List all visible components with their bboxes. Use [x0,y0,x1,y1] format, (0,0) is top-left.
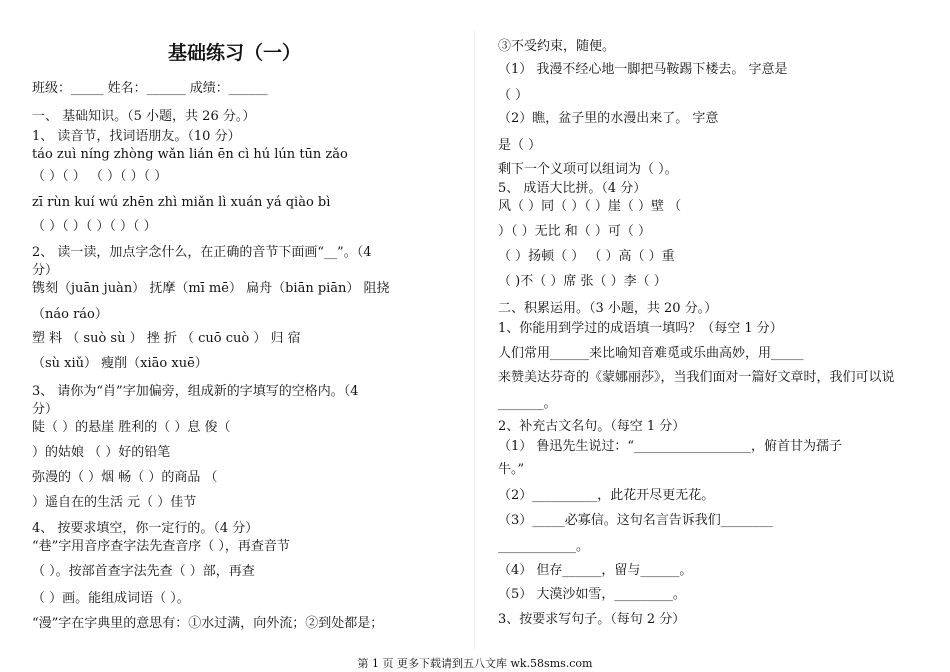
left-line: （ ）（ ）（ ）（ ）（ ） [32,219,157,234]
left-line: 2、 读一读，加点字念什么，在正确的音节下面画“__”。（4 [32,245,372,260]
page-footer: 第 1 页 更多下载请到五八文库 wk.58sms.com [357,657,593,670]
right-line: （4） 但存______，留与______。 [498,563,693,578]
right-line: 剩下一个义项可以组词为（ ）。 [498,162,678,177]
right-line: 牛。” [498,462,525,477]
left-line: 1、 读音节，找词语朋友。（10 分） [32,129,241,144]
left-line: 分） [32,402,59,417]
left-line: 塑 料 （ suò sù ） 挫 折 （ cuō cuò ） 归 宿 [32,331,301,346]
right-line: （ ）扬顿（ ） （ ）高（ ）重 [498,249,675,264]
left-line: zī rùn kuí wú zhēn zhì miǎn lì xuán yá qiào bì [32,195,331,210]
left-line: 分） [32,263,59,278]
right-line: _______。 [498,396,557,411]
right-line: （1） 鲁迅先生说过：“__________________，俯首甘为孺子 [498,439,843,454]
left-line: 镌刻（juān juàn） 抚摩（mī mē） 扁舟（biān piān） 阻挠 [32,281,390,296]
left-line: 陡（ ）的悬崖 胜利的（ ）息 俊（ [32,420,231,435]
right-line: 1、你能用到学过的成语填一填吗？（每空 1 分） [498,321,783,336]
page-title: 基础练习（一） [168,42,302,64]
left-line: 3、 请你为“肖”字加偏旁，组成新的字填写的空格内。（4 [32,384,359,399]
right-line: ____________。 [498,539,590,554]
left-line: “巷”字用音序查字法先查音序（ ），再查音节 [32,539,290,554]
left-line: 4、 按要求填空，你一定行的。（4 分） [32,521,259,536]
left-line: （sù xiǔ） 瘦削（xiāo xuē） [32,356,208,371]
left-line: （ ）画。能组成词语（ ）。 [32,591,190,606]
right-line: （3）_____必寡信。这句名言告诉我们________ [498,513,773,528]
left-line: （náo ráo） [32,307,108,322]
right-line: 二、积累运用。（3 小题，共 20 分。） [498,301,718,316]
right-line: （5） 大漠沙如雪，_________。 [498,587,686,602]
right-line: ③不受约束，随便。 [498,39,616,54]
right-line: （2）__________，此花开尽更无花。 [498,488,715,503]
left-line: 弥漫的（ ）烟 畅（ ）的商品 （ [32,470,218,485]
left-line: （ ）（ ） （ ）（ ）（ ） [32,169,168,184]
left-line: “漫”字在字典里的意思有：①水过满，向外流；②到处都是； [32,616,384,631]
right-line: （2）瞧，盆子里的水漫出来了。 字意 [498,111,719,126]
right-line: （ )不（ ）席 张（ ）李（ ） [498,274,667,289]
right-line: ）（ ）无比 和（ ）可（ ） [498,224,652,239]
right-line: （1） 我漫不经心地一脚把马鞍踢下楼去。 字意是 [498,62,788,77]
right-line: 是（ ） [498,138,542,153]
right-line: 2、补充古文名句。（每空 1 分） [498,419,686,434]
right-line: （ ） [498,88,529,103]
left-line: （ ）。按部首查字法先查（ ）部，再查 [32,564,255,579]
column-gap [474,30,475,650]
right-line: 来赞美达芬奇的《蒙娜丽莎》，当我们面对一篇好文章时，我们可以说 [498,370,895,385]
left-line: 一、 基础知识。（5 小题，共 26 分。） [32,109,256,124]
left-line: ）遥自在的生活 元（ ）佳节 [32,495,197,510]
right-line: 3、按要求写句子。（每句 2 分） [498,612,686,627]
right-line: 风（ ）同（ ）（ ）崖（ ）壁 （ [498,199,682,214]
left-line: 班级：_____ 姓名：______ 成绩：______ [32,81,268,96]
right-line: 5、 成语大比拼。（4 分） [498,181,647,196]
left-line: táo zuì níng zhòng wǎn lián ēn cì hú lún tūn zǎo [32,147,348,162]
right-line: 人们常用______来比喻知音难觅或乐曲高妙，用_____ [498,346,804,361]
left-line: ）的姑娘 （ ）好的铅笔 [32,445,171,460]
